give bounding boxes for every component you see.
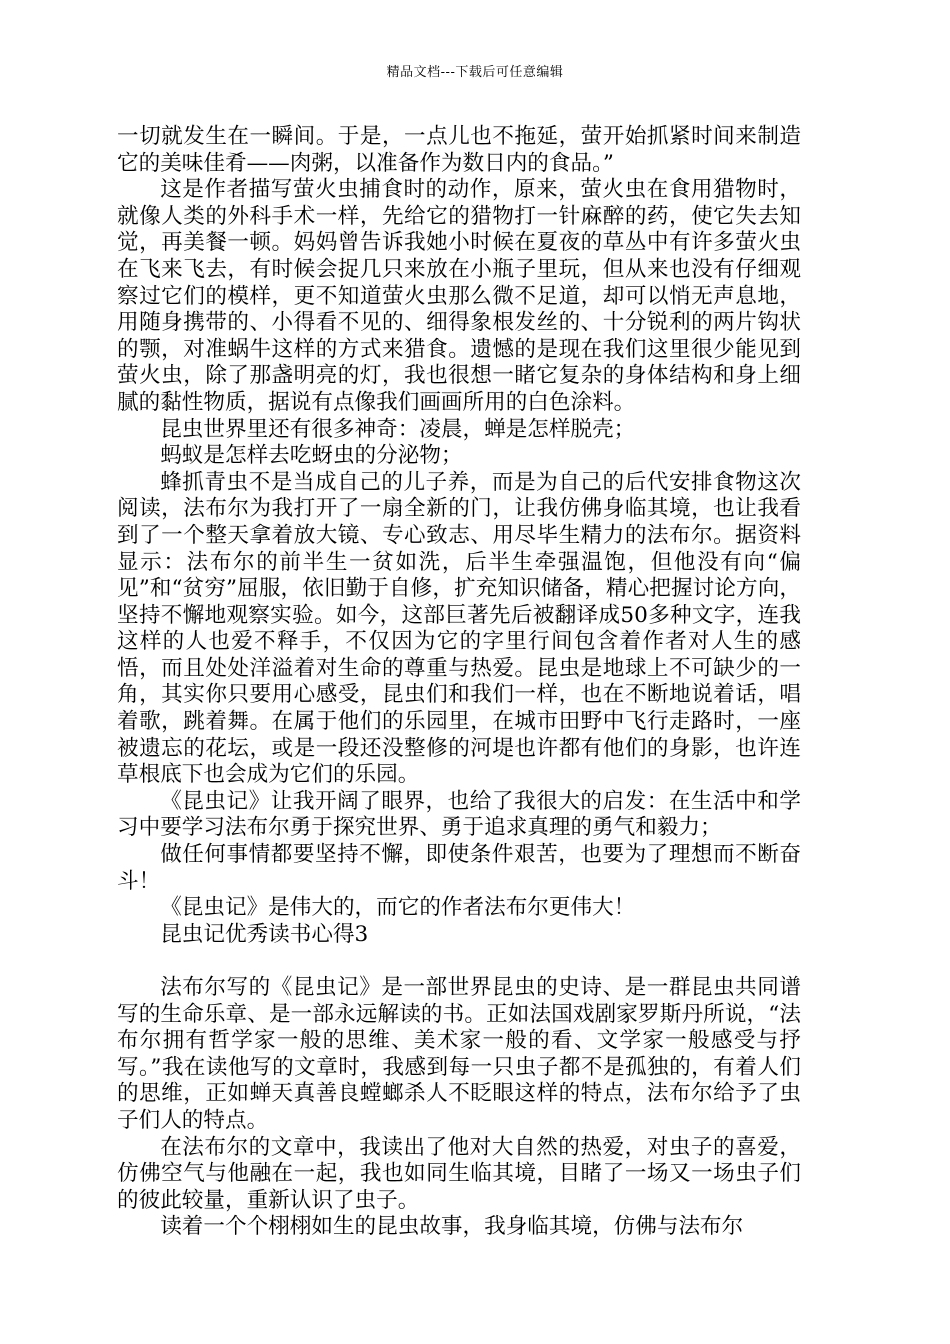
paragraph-3: 昆虫世界里还有很多神奇：凌晨，蝉是怎样脱壳； <box>160 416 636 442</box>
paragraph-5: 蜂抓青虫不是当成自己的儿子养，而是为自己的后代安排食物这次阅读，法布尔为我打开了一扇全新的门，让我仿佛身临其境，也让我看到了一个整天拿着放大镜、专心致志、用尽毕生精力的法布尔。据资料显示：法布尔的前半生一贫如洗，后半生牵强温饱，但他没有向“偏见”和“贫穷”屈服，依旧勤于自修，扩充知识储备，精心把握讨论方向，坚持不懈地观察实验。如今，这部巨著先后被翻译成50多种文字，连我这样的人也爱不释手，不仅因为它的字里行间包含着作者对人生的感悟，而且处处洋溢着对生命的尊重与热爱。昆虫是地球上不可缺少的一角，其实你只要用心感受，昆虫们和我们一样，也在不断地说着话，唱着歌，跳着舞。在属于他们的乐园里，在城市田野中飞行走路时，一座被遗忘的花坛，或是一段还没整修的河堤也许都有他们的身影，也许连草根底下也会成为它们的乐园。 <box>117 469 801 788</box>
paragraph-9: 法布尔写的《昆虫记》是一部世界昆虫的史诗、是一群昆虫共同谱写的生命乐章、是一部永远解读的书。正如法国戏剧家罗斯丹所说，“法布尔拥有哲学家一般的思维、美术家一般的看、文学家一般感受与抒写。”我在读他写的文章时，我感到每一只虫子都不是孤独的，有着人们的思维，正如蝉天真善良螳螂杀人不眨眼这样的特点，法布尔给予了虫子们人的特点。 <box>117 975 801 1133</box>
paragraph-7: 做任何事情都要坚持不懈，即使条件艰苦，也要为了理想而不断奋斗！ <box>117 842 801 894</box>
paragraph-8: 《昆虫记》是伟大的，而它的作者法布尔更伟大！ <box>160 895 636 921</box>
paragraph-10: 在法布尔的文章中，我读出了他对大自然的热爱，对虫子的喜爱，仿佛空气与他融在一起，我也如同生临其境，目睹了一场又一场虫子们的彼此较量，重新认识了虫子。 <box>117 1134 801 1213</box>
paragraph-11: 读着一个个栩栩如生的昆虫故事，我身临其境，仿佛与法布尔 <box>160 1214 744 1240</box>
page-header: 精品文档---下载后可任意编辑 <box>386 65 564 80</box>
paragraph-4: 蚂蚁是怎样去吃蚜虫的分泌物； <box>160 443 463 469</box>
document-body <box>117 124 801 1241</box>
blank-line <box>117 948 801 975</box>
paragraph-2: 这是作者描写萤火虫捕食时的动作，原来，萤火虫在食用猎物时，就像人类的外科手术一样，先给它的猎物打一针麻醉的药，使它失去知觉，再美餐一顿。妈妈曾告诉我她小时候在夏夜的草丛中有许多萤火虫在飞来飞去，有时候会捉几只来放在小瓶子里玩，但从来也没有仔细观察过它们的模样，更不知道萤火虫那么微不足道，却可以悄无声息地，用随身携带的、小得看不见的、细得象根发丝的、十分锐利的两片钩状的颚，对准蜗牛这样的方式来猎食。遗憾的是现在我们这里很少能见到萤火虫，除了那盏明亮的灯，我也很想一睹它复杂的身体结构和身上细腻的黏性物质，据说有点像我们画画所用的白色涂料。 <box>117 177 801 415</box>
paragraph-6: 《昆虫记》让我开阔了眼界，也给了我很大的启发：在生活中和学习中要学习法布尔勇于探究世界、勇于追求真理的勇气和毅力； <box>117 788 801 841</box>
paragraph-1: 一切就发生在一瞬间。于是，一点儿也不拖延，萤开始抓紧时间来制造它的美味佳肴——肉粥，以准备作为数日内的食品。” <box>117 124 801 176</box>
section-heading: 昆虫记优秀读书心得3 <box>160 921 369 947</box>
